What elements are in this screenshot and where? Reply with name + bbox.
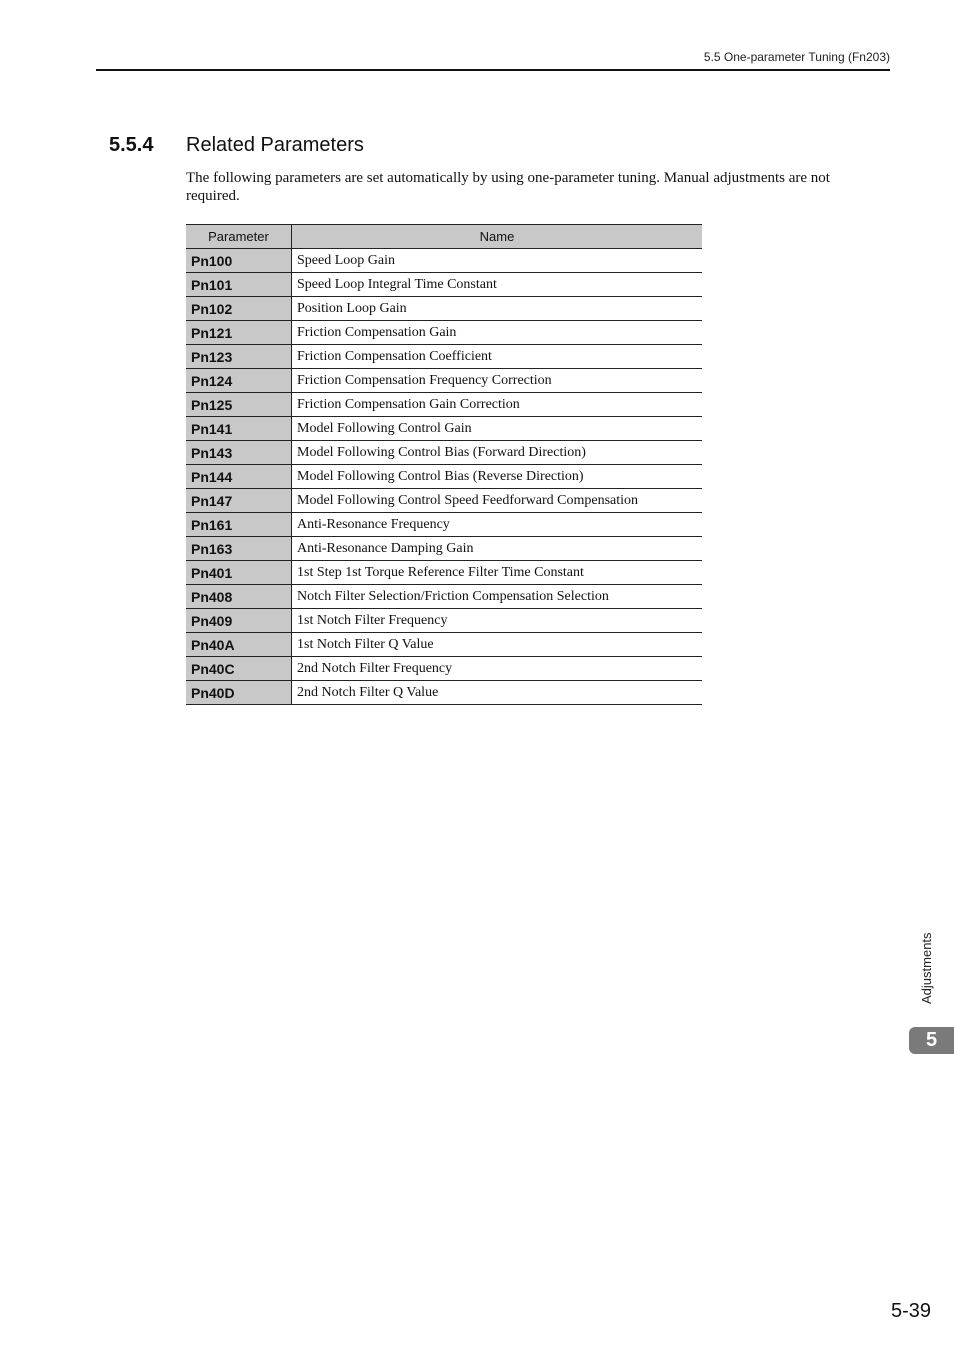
table-row: [186, 585, 702, 609]
table-row: [186, 513, 702, 537]
parameter-cell: Pn123: [186, 345, 292, 369]
table-row: [186, 633, 702, 657]
parameter-cell: Pn144: [186, 465, 292, 489]
table-row: [186, 321, 702, 345]
table-row: [186, 681, 702, 705]
name-cell: 2nd Notch Filter Frequency: [292, 657, 703, 681]
name-cell: Model Following Control Bias (Forward Direction): [292, 441, 703, 465]
name-cell: Anti-Resonance Damping Gain: [292, 537, 703, 561]
parameter-cell: Pn121: [186, 321, 292, 345]
parameter-cell: Pn143: [186, 441, 292, 465]
parameter-cell: Pn40D: [186, 681, 292, 705]
side-tab-label: Adjustments: [919, 932, 934, 1004]
name-cell: 1st Step 1st Torque Reference Filter Time Constant: [292, 561, 703, 585]
parameter-cell: Pn141: [186, 417, 292, 441]
column-header-name: Name: [292, 225, 703, 249]
table-body: [186, 249, 702, 705]
table-row: [186, 537, 702, 561]
parameter-cell: Pn408: [186, 585, 292, 609]
table-row: [186, 273, 702, 297]
parameter-cell: Pn40A: [186, 633, 292, 657]
intro-paragraph: The following parameters are set automatically by using one-parameter tuning. Manual adjustments are not required.: [186, 170, 830, 204]
parameter-cell: Pn101: [186, 273, 292, 297]
table-row: [186, 297, 702, 321]
name-cell: Model Following Control Speed Feedforward Compensation: [292, 489, 703, 513]
name-cell: Notch Filter Selection/Friction Compensation Selection: [292, 585, 703, 609]
table-row: [186, 345, 702, 369]
name-cell: Position Loop Gain: [292, 297, 703, 321]
table-row: [186, 441, 702, 465]
parameters-table: [186, 224, 702, 705]
section-title: Related Parameters: [186, 134, 364, 156]
table-header-row: [186, 225, 702, 249]
table-row: [186, 561, 702, 585]
parameter-cell: Pn102: [186, 297, 292, 321]
table-row: [186, 465, 702, 489]
parameter-cell: Pn401: [186, 561, 292, 585]
parameter-cell: Pn163: [186, 537, 292, 561]
name-cell: Friction Compensation Gain: [292, 321, 703, 345]
page-number: 5-39: [890, 1300, 931, 1322]
parameter-cell: Pn125: [186, 393, 292, 417]
parameter-cell: Pn124: [186, 369, 292, 393]
parameter-cell: Pn40C: [186, 657, 292, 681]
chapter-tab: 5: [909, 1027, 954, 1054]
table-row: [186, 657, 702, 681]
running-header: 5.5 One-parameter Tuning (Fn203): [703, 50, 890, 64]
name-cell: Friction Compensation Frequency Correction: [292, 369, 703, 393]
name-cell: Anti-Resonance Frequency: [292, 513, 703, 537]
table-row: [186, 369, 702, 393]
parameter-cell: Pn147: [186, 489, 292, 513]
table-row: [186, 393, 702, 417]
table-row: [186, 417, 702, 441]
name-cell: Speed Loop Gain: [292, 249, 703, 273]
parameter-cell: Pn409: [186, 609, 292, 633]
column-header-parameter: Parameter: [186, 225, 292, 249]
name-cell: 1st Notch Filter Frequency: [292, 609, 703, 633]
parameter-cell: Pn100: [186, 249, 292, 273]
name-cell: Friction Compensation Gain Correction: [292, 393, 703, 417]
section-number: 5.5.4: [109, 134, 154, 156]
name-cell: Model Following Control Gain: [292, 417, 703, 441]
table-row: [186, 609, 702, 633]
table-row: [186, 489, 702, 513]
name-cell: 1st Notch Filter Q Value: [292, 633, 703, 657]
name-cell: 2nd Notch Filter Q Value: [292, 681, 703, 705]
name-cell: Friction Compensation Coefficient: [292, 345, 703, 369]
table-row: [186, 249, 702, 273]
parameter-cell: Pn161: [186, 513, 292, 537]
header-rule: [96, 69, 890, 71]
name-cell: Speed Loop Integral Time Constant: [292, 273, 703, 297]
name-cell: Model Following Control Bias (Reverse Direction): [292, 465, 703, 489]
